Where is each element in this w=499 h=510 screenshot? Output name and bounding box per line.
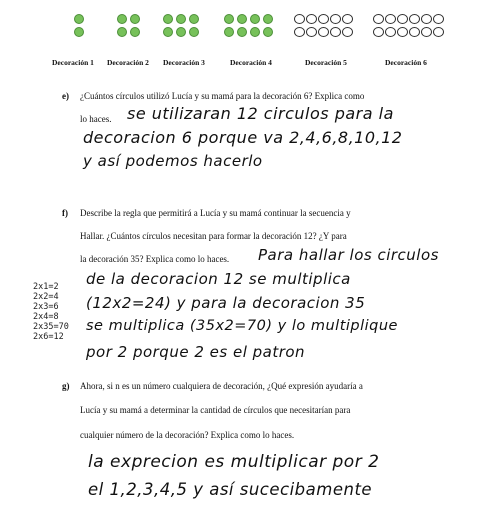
circle-icon: [224, 27, 234, 37]
drawn-circle-icon: [433, 14, 444, 24]
drawn-circle-icon: [342, 27, 353, 37]
drawn-circle-icon: [306, 14, 317, 24]
drawn-circle-icon: [433, 27, 444, 37]
drawn-circle-icon: [397, 27, 408, 37]
decoration-5-label: Decoración 5: [305, 58, 347, 67]
circle-icon: [117, 14, 127, 24]
question-e-text-line2: lo haces.: [80, 114, 112, 124]
circle-icon: [130, 27, 140, 37]
drawn-circle-icon: [330, 14, 341, 24]
drawn-circle-icon: [373, 27, 384, 37]
drawn-circle-icon: [409, 14, 420, 24]
drawn-circle-icon: [330, 27, 341, 37]
answer-f-line5: por 2 porque 2 es el patron: [86, 343, 306, 361]
circle-icon: [74, 27, 84, 37]
question-f-letter: f): [62, 208, 68, 218]
circle-icon: [189, 27, 199, 37]
circle-icon: [263, 27, 273, 37]
drawn-circle-icon: [421, 14, 432, 24]
drawn-circle-icon: [306, 27, 317, 37]
decoration-4-figure: [224, 14, 273, 37]
circle-icon: [237, 14, 247, 24]
side-calc-line: 2x1=2: [33, 282, 59, 292]
decoration-2-figure: [117, 14, 140, 37]
side-calc-line: 2x4=8: [33, 312, 59, 322]
drawn-circle-icon: [342, 14, 353, 24]
question-f-text-line1: Describe la regla que permitirá a Lucía y su mamá continuar la secuencia y: [80, 208, 351, 218]
drawn-circle-icon: [318, 14, 329, 24]
decoration-2-label: Decoración 2: [107, 58, 149, 67]
circle-icon: [237, 27, 247, 37]
answer-g-line1: la exprecion es multiplicar por 2: [88, 452, 380, 472]
question-e-text-line1: ¿Cuántos círculos utilizó Lucía y su mamá para la decoración 6? Explica como: [80, 91, 365, 101]
question-f-text-line2: Hallar. ¿Cuántos círculos necesitan para formar la decoración 12? ¿Y para: [80, 231, 347, 241]
circle-icon: [130, 14, 140, 24]
decoration-6-label: Decoración 6: [385, 58, 427, 67]
answer-e-line1: se utilizaran 12 circulos para la: [127, 104, 394, 123]
decoration-1-figure: [74, 14, 84, 37]
question-g-text-line3: cualquier número de la decoración? Explica como lo haces.: [80, 430, 295, 440]
circle-icon: [74, 14, 84, 24]
drawn-circle-icon: [385, 27, 396, 37]
answer-f-line3: (12x2=24) y para la decoracion 35: [86, 294, 366, 312]
answer-g-line2: el 1,2,3,4,5 y así sucecibamente: [88, 480, 373, 499]
drawn-circle-icon: [409, 27, 420, 37]
circle-icon: [224, 14, 234, 24]
answer-e-line3: y así podemos hacerlo: [83, 152, 263, 170]
drawn-circle-icon: [373, 14, 384, 24]
answer-e-line2: decoracion 6 porque va 2,4,6,8,10,12: [83, 128, 403, 147]
side-calc-line: 2x35=70: [33, 322, 69, 332]
drawn-circle-icon: [385, 14, 396, 24]
drawn-circle-icon: [318, 27, 329, 37]
question-g-text-line1: Ahora, si n es un número cualquiera de decoración, ¿Qué expresión ayudaría a: [80, 381, 363, 391]
answer-f-line1: Para hallar los circulos: [258, 246, 439, 264]
drawn-circle-icon: [397, 14, 408, 24]
circle-icon: [189, 14, 199, 24]
decoration-3-label: Decoración 3: [163, 58, 205, 67]
drawn-circle-icon: [421, 27, 432, 37]
circle-icon: [250, 27, 260, 37]
answer-f-line4: se multiplica (35x2=70) y lo multiplique: [86, 318, 398, 334]
side-calc-line: 2x3=6: [33, 302, 59, 312]
decoration-1-label: Decoración 1: [52, 58, 94, 67]
circle-icon: [176, 27, 186, 37]
question-g-text-line2: Lucía y su mamá a determinar la cantidad de círculos que necesitarían para: [80, 405, 351, 415]
circle-icon: [176, 14, 186, 24]
side-calculations: [33, 282, 69, 342]
side-calc-line: 2x2=4: [33, 292, 59, 302]
decoration-6-drawing: [373, 14, 444, 37]
drawn-circle-icon: [294, 27, 305, 37]
question-g-letter: g): [62, 381, 70, 391]
decoration-5-drawing: [294, 14, 353, 37]
circle-icon: [117, 27, 127, 37]
question-e-letter: e): [62, 91, 69, 101]
decoration-3-figure: [163, 14, 199, 37]
circle-icon: [263, 14, 273, 24]
answer-f-line2: de la decoracion 12 se multiplica: [86, 270, 351, 288]
side-calc-line: 2x6=12: [33, 332, 64, 342]
circle-icon: [163, 14, 173, 24]
question-f-text-line3: la decoración 35? Explica como lo haces.: [80, 254, 230, 264]
decoration-4-label: Decoración 4: [230, 58, 272, 67]
circle-icon: [250, 14, 260, 24]
drawn-circle-icon: [294, 14, 305, 24]
circle-icon: [163, 27, 173, 37]
